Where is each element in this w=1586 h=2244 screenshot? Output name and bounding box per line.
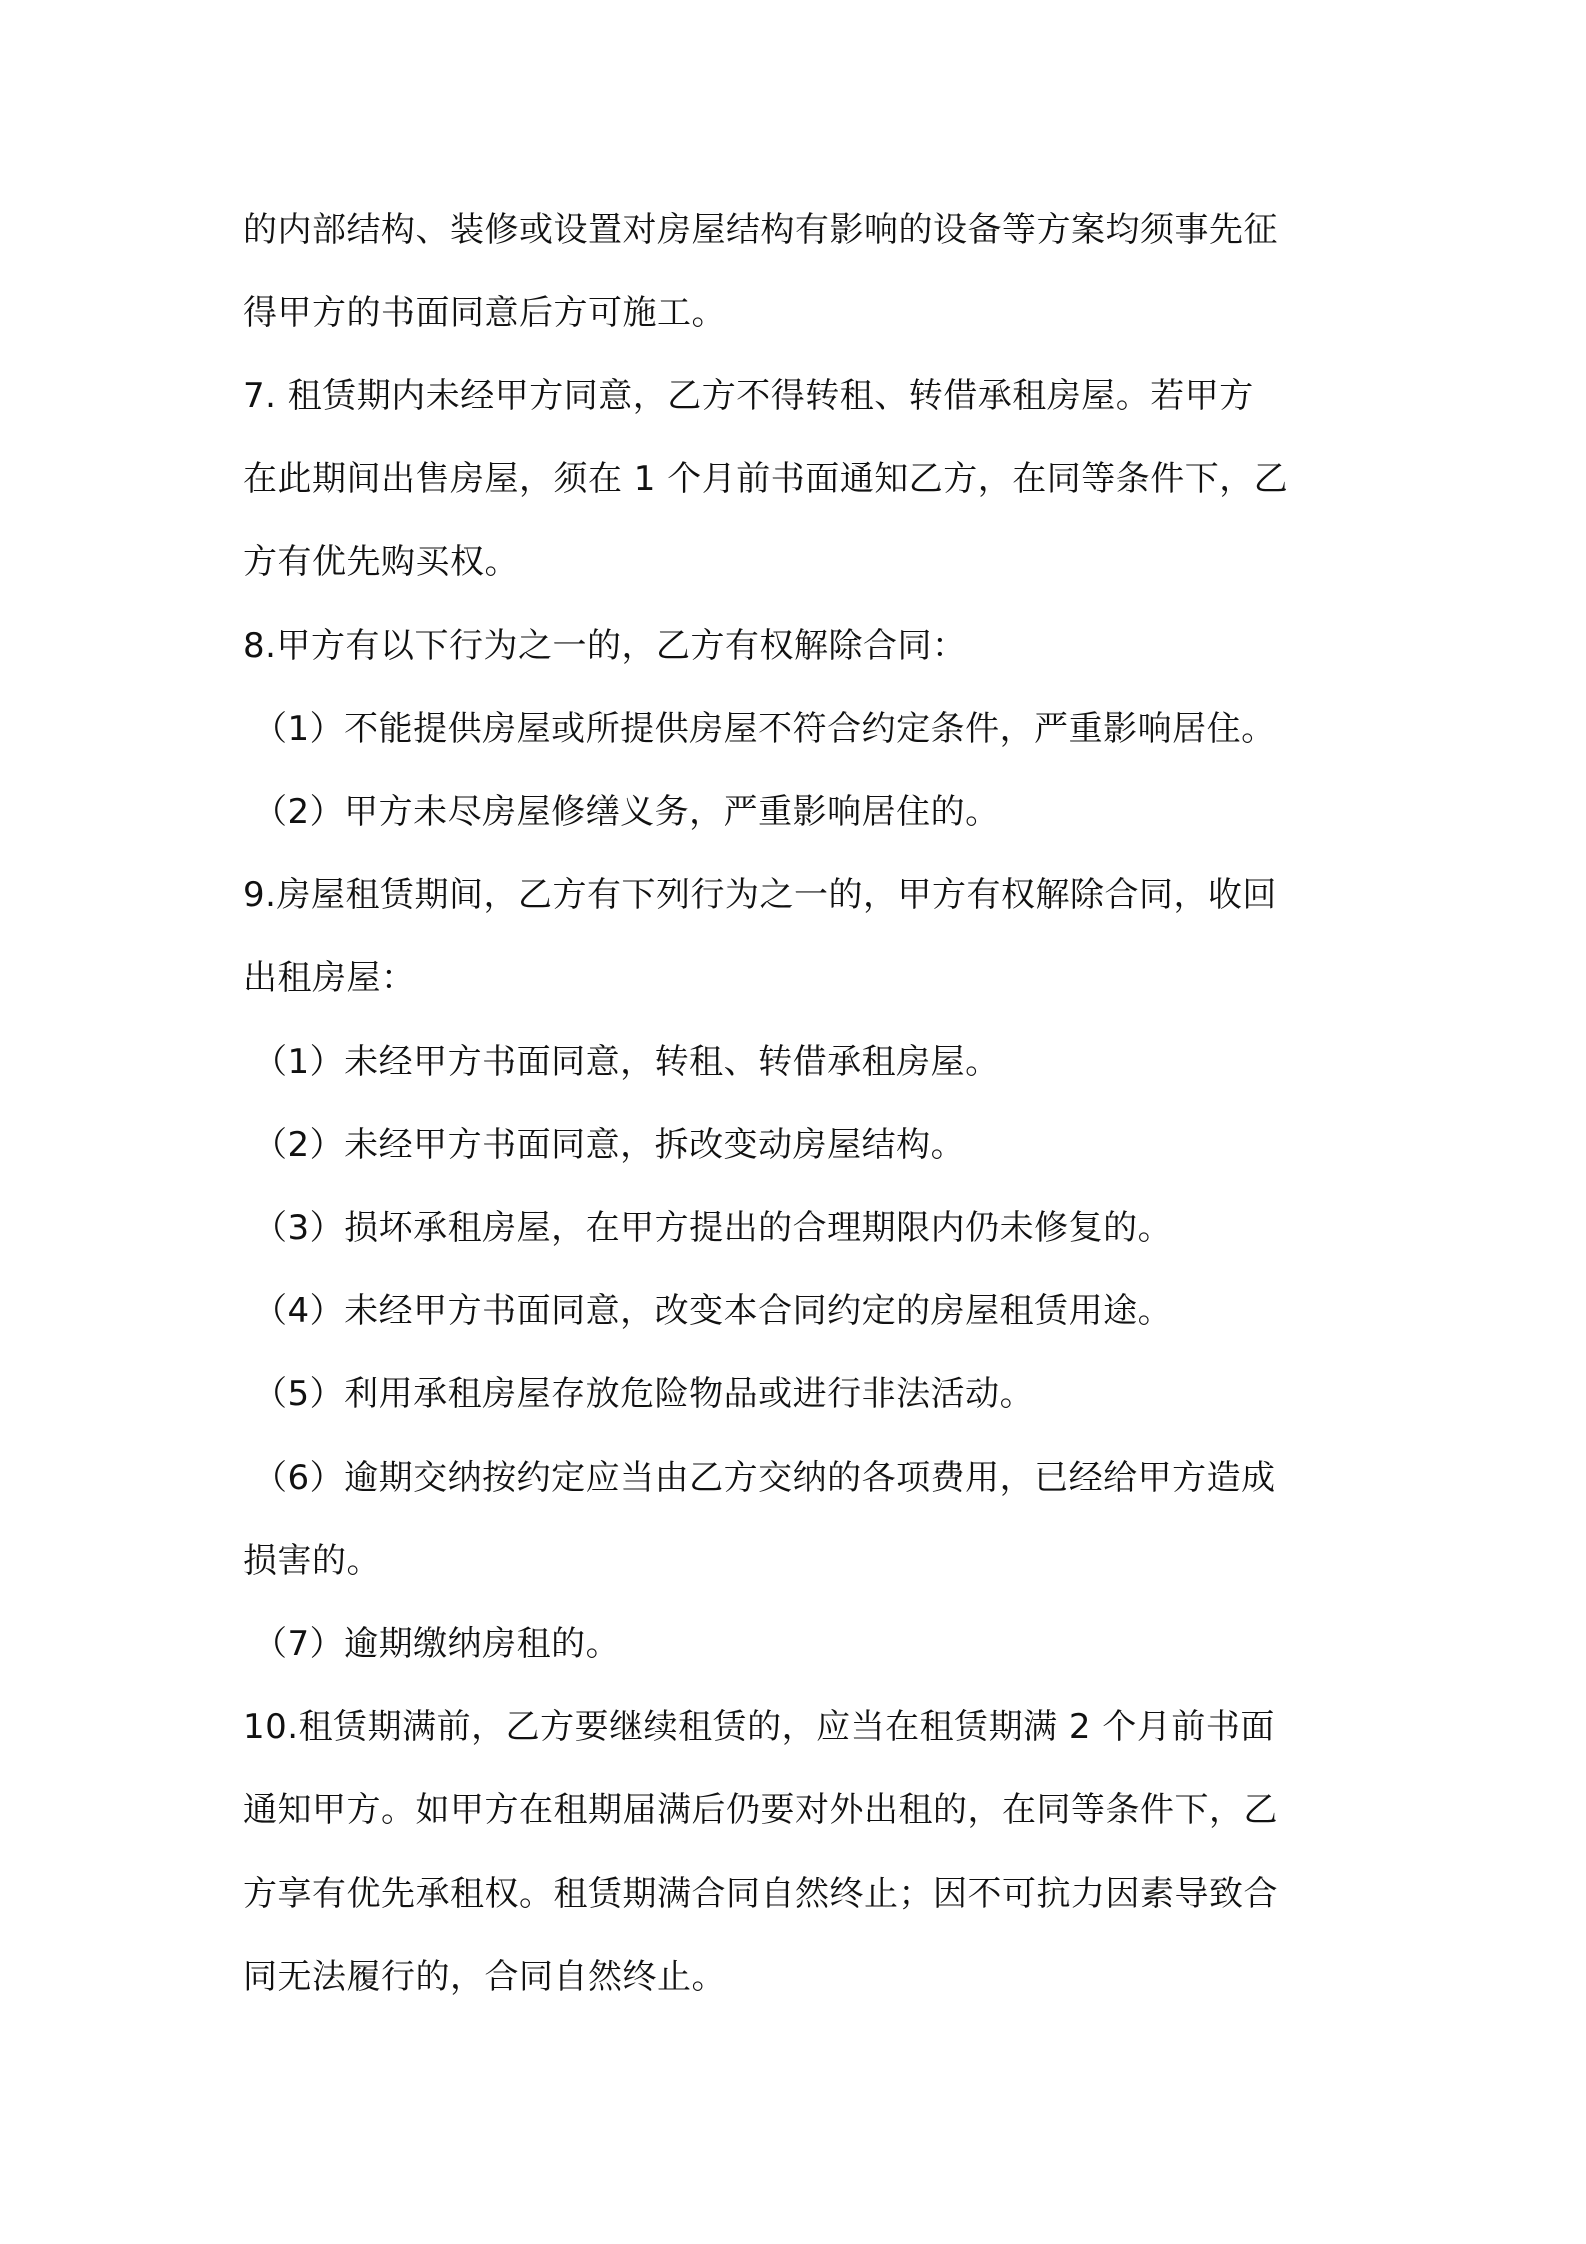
text-line: 方有优先购买权。 (243, 542, 519, 582)
text-line: 方享有优先承租权。租赁期满合同自然终止；因不可抗力因素导致合 (243, 1874, 1278, 1914)
text-line: （1）未经甲方书面同意，转租、转借承租房屋。 (253, 1042, 1000, 1082)
text-line: 8.甲方有以下行为之一的，乙方有权解除合同： (243, 626, 967, 666)
text-line: 损害的。 (243, 1541, 381, 1581)
text-line: 同无法履行的，合同自然终止。 (243, 1957, 726, 1997)
text-line: （6）逾期交纳按约定应当由乙方交纳的各项费用，已经给甲方造成 (253, 1458, 1276, 1498)
text-line: （2）未经甲方书面同意，拆改变动房屋结构。 (253, 1125, 966, 1165)
text-line: 在此期间出售房屋，须在 1 个月前书面通知乙方，在同等条件下，乙 (243, 459, 1289, 499)
text-line: （3）损坏承租房屋，在甲方提出的合理期限内仍未修复的。 (253, 1208, 1173, 1248)
text-line: （2）甲方未尽房屋修缮义务，严重影响居住的。 (253, 792, 1000, 832)
text-line: 的内部结构、装修或设置对房屋结构有影响的设备等方案均须事先征 (243, 210, 1278, 250)
text-line: （4）未经甲方书面同意，改变本合同约定的房屋租赁用途。 (253, 1291, 1173, 1331)
text-line: （1）不能提供房屋或所提供房屋不符合约定条件，严重影响居住。 (253, 709, 1276, 749)
text-line: （5）利用承租房屋存放危险物品或进行非法活动。 (253, 1374, 1035, 1414)
text-line: 10.租赁期满前，乙方要继续租赁的，应当在租赁期满 2 个月前书面 (243, 1707, 1275, 1747)
text-line: 得甲方的书面同意后方可施工。 (243, 293, 726, 333)
text-line: 通知甲方。如甲方在租期届满后仍要对外出租的，在同等条件下，乙 (243, 1790, 1278, 1830)
text-line: 7. 租赁期内未经甲方同意，乙方不得转租、转借承租房屋。若甲方 (243, 376, 1254, 416)
text-line: （7）逾期缴纳房租的。 (253, 1624, 621, 1664)
text-line: 9.房屋租赁期间，乙方有下列行为之一的，甲方有权解除合同，收回 (243, 875, 1277, 915)
text-line: 出租房屋： (243, 958, 416, 998)
